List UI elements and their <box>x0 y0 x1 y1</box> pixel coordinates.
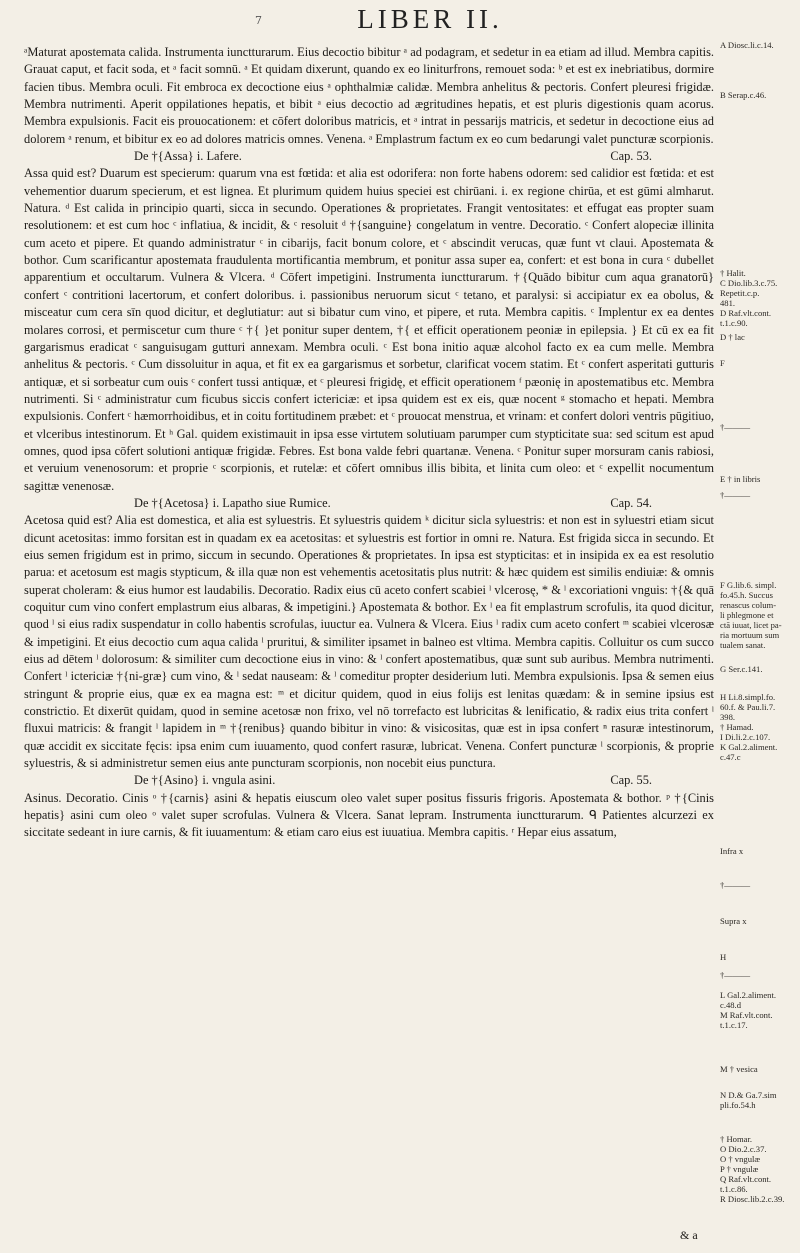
margin-note-line: t.1.c.86. <box>720 1184 748 1194</box>
margin-note-line: †——— <box>720 422 751 432</box>
margin-note-line: I Di.li.2.c.107. <box>720 732 771 742</box>
margin-note-line: 60.f. & Pau.li.7. <box>720 702 776 712</box>
margin-note-line: A Diosc.li.c.14. <box>720 40 774 50</box>
margin-note-line: M † vesica <box>720 1064 758 1074</box>
margin-note-line: H Li.8.simpl.fo. <box>720 692 776 702</box>
margin-note-line: † Homar. <box>720 1134 752 1144</box>
margin-note-line: K Gal.2.aliment. <box>720 742 778 752</box>
margin-note-line: P † vngulæ <box>720 1164 759 1174</box>
paragraph-assa: Assa quid est? Duarum est specierum: quarum vna est fœtida: et alia est odorifera: non forte habens odorem: sed calidior est fœtida: et est vehementior duarum specierum, et est lignea. Et plurimum quidem huius speciei est chirūani. i. ex regione chirūa, et est gūmi almharut. Natura. ᵈ Est calida in principio quarti, sicca in secundo. Operationes & proprietates. Frangit ventositates: et effugat eas propter suam resolutionem: et est cum hoc ᶜ inflatiua, & incidit, & ᶜ resoluit ᵈ †{sanguine} congelatum in ventre. Decoratio. ᶜ Confert alopeciæ illinita cum aceto et pipere. Et quando administratur ᶜ in cibarijs, facit bonum colore, et ᶜ abscindit verucas, quæ funt vt claui. Apostemata & bothor. Cum scarificantur apostemata fraudulenta mortificantia membrum, et ponitur assa super ea, confert: et est bona in cura ᶜ dubellet apparentium et occultarum. Vulnera & Vlcera. ᵈ Cōfert impetigini. Instrumenta iunctturarum. †{Quādo bibitur cum aqua granatorū} confert ᶜ contritioni lacertorum, et confert doloribus. i. passionibus neruorum sicut ᶜ tetano, et paralysi: si accipiatur ex ea obolus, & misceatur cum cera sīn quod dicitur, et deglutiatur: aut si bibatur cum vino, et pipere, et ruta. Membra capitis. ᶜ Implentur ex ea dentes molares corrosi, et permiscetur cum thure ᶜ †{ }et ponitur super dentem, †{ et efficit operationem peoniæ in epilepsia. } Et cū ex ea fit gargarismus eradicat ᶜ sanguisugam gutturi annexam. Membra oculi. ᶜ Est bona initio aquæ alcohol facto ex ea cum melle. Membra anhelitus & pectoris. ᶜ Cum dissoluitur in aqua, et fit ex ea gargarismus et sorbetur, clarificat vocem statim. Et ᶜ confert asperitati gutturis antiquæ, et si sorbeatur cum ouis ᶜ confert tussi antiquæ, et ᶜ pleuresi frigidę, et efficit operationem ᶠ pæonię in apostematibus etc. Membra nutrimenti. Si ᶜ administratur cum ficubus siccis confert ictericiæ: et ipsa quidem est ex eis, quæ nocent ᵍ stomacho et hepati. Membra expulsionis. Confert ᶜ hæmorrhoidibus, et in coitu fortitudinem præbet: et ᶜ prouocat menstrua, et vrinam: et confert dolori ventris pūgitiuo, et vlceribus intestinorum. Et ʰ Gal. quidem existimauit in ipsa esse virtutem solutiuam parumper cum stypticitate sua: sed scitum est apud omnes, quod ipsa cōfert solutioni antiquæ frigidæ. Febres. Est bona valde febri quartanæ. Venena. ᶜ Ponitur super morsuram canis rabiosi, et veruium venenosorum: et proprie ᶜ scorpionis, et rutelæ: et cōfert omnibus illis bibita, et linita cum oleo: et ᶜ expellit nocumentum sagittæ venenosæ. <box>24 166 714 493</box>
margin-note-line: c.47.c <box>720 752 741 762</box>
margin-note <box>720 880 800 890</box>
margin-note <box>720 692 800 762</box>
margin-note-line: O † vngulæ <box>720 1154 761 1164</box>
margin-note <box>720 846 800 856</box>
paragraph-intro: ᵃMaturat apostemata calida. Instrumenta iunctturarum. Eius decoctio bibitur ᵃ ad podagram, et sedetur in ea etiam ad illud. Membra capitis. Grauat caput, et facit soda, et ᵃ facit somnū. ᵃ Et quidam dixerunt, quando ex eo liniturfrons, remouet soda: ᵇ et est ex inebriatibus, dormire facien tibus. Membra oculi. Fit embroca ex decoctione eius ᵃ ophthalmiæ calidæ. Membra anhelitus & pectoris. Confert pleuresi frigidæ. Membra nutrimenti. Aperit oppilationes hepatis, et bibit ᵃ eius decoctio ad ægritudines hepatis, et est pluris digestionis quam acorus. Membra expulsionis. Facit eis prouocationem: et cōfert doloribus matricis, et ᵃ intrat in pessarijs matricis, et sedetur in decoctione eius ad dolorem ᵃ renum, et bibitur ex eo ad dolores matricis omnes. Venena. ᵃ Emplastrum factum ex eo cum bedarungi valet puncturæ scorpionis. <box>24 45 714 146</box>
margin-note <box>720 1090 800 1110</box>
margin-note-line: t.1.c.90. <box>720 318 748 328</box>
margin-note <box>720 358 800 368</box>
chapter-number: Cap. 54. <box>610 495 652 510</box>
margin-note-line: ctā iuuat, licet pa- <box>720 620 782 630</box>
margin-note-line: O Dio.2.c.37. <box>720 1144 767 1154</box>
chapter-heading-54 <box>24 495 714 512</box>
margin-note-line: E † in libris <box>720 474 761 484</box>
chapter-heading-55 <box>24 772 714 789</box>
margin-note-line: M Raf.vlt.cont. <box>720 1010 773 1020</box>
margin-note-line: 481. <box>720 298 736 308</box>
margin-note-line: †——— <box>720 490 751 500</box>
margin-note <box>720 490 800 500</box>
margin-note-line: R Diosc.lib.2.c.39. <box>720 1194 785 1204</box>
margin-note <box>720 952 800 962</box>
paragraph-asinus: Asinus. Decoratio. Cinis ᵒ †{carnis} asini & hepatis eiuscum oleo valet super positus fissuris frigoris. Apostemata & bothor. ᵖ †{Cinis hepatis} asini cum oleo ᵒ valet super scrofulas. Vulnera & Vlcera. Sanat lepram. Instrumenta iunctturarum. ᑫ Patientes alcurzezi ex siccitate sedeant in iure carnis, & fit iuuamentum: & etiam caro eius est iuuatiua. Membra capitis. ʳ Hepar eius assatum, <box>24 790 714 840</box>
paragraph-acetosa: Acetosa quid est? Alia est domestica, et alia est syluestris. Et syluestris quidem ᵏ dicitur sicla syluestris: et non est in syluestri etiam sicut dicunt acetositas: immo forsitan est in quadam ex ea acetositas: et syluestris est fortior in omni re. Natura. Est frigida sicca in secundo. Et eius semen frigidum est in primo, siccum in secundo. Operationes & proprietates. In ipsa est stypticitas: et in insipida ex ea est resolutio parua: et acetosum est magis stypticum, & illa quæ non est vehementis acetositatis plus nutrit: & hæc quidem est similis endiuiæ: & omnis superat choleram: & eius humor est laudabilis. Decoratio. Radix eius cū aceto confert scabiei ˡ vlcerosę, * & ˡ excoriationi vnguis: †{& quā coquitur cum vino confert emplastrum eius albaras, & impetigini.} Apostemata & bothor. Ex ˡ ea fit emplastrum scrofulis, ita quod dicitur, quod ˡ si eius radix suspendatur in collo habentis scrofulas, iuuctur ea. Vulnera & Vlcera. Eius ˡ radix cum aceto confert ᵐ scabiei vlcerosæ & impetigini. Et eius decoctio cum aqua calida ˡ pruritui, & similiter ipsamet in balneo est vltima. Membra capitis. Colluitur os cum succo eius ad dētem ˡ dolorosum: & similiter cum decoctione eius in vino: & ˡ confert apostematibus, quæ sunt sub auribus. Membra nutrimenti. Confert ˡ ictericiæ †{ni-græ} cum vino, & ˡ sedat nauseam: & ˡ comeditur propter desiderium luti. Membra expulsionis. Ipsa & semen eius stringunt & proprie eius, quæ ex ea magna est: ᵐ et dicitur quidem, quod in eius folijs est lenitas quædam: & in semine ipsius est constrictio. Et dixerūt quidam, quod in semine acetosæ non frixo, vel nō torrefacto est lubricitas & lenificatio, & radix eius trita confert ˡ fluxui matricis: & frangit ˡ lapidem in ᵐ †{renibus} quando bibitur in vino: & visicositas, quæ est in ipsa confert ⁿ rasuræ intestinorum, quæ accidit ex siccitate fęcis: ipsa enim cum iuuamento, quod confert rasuræ, lubricat. Venena. Confert puncturæ ˡ scorpionis, & proprie syluestris, & si administretur semen eius ante puncturam scorpionis, non nocebit eius punctura. <box>24 513 714 771</box>
margin-note-line: L Gal.2.aliment. <box>720 990 777 1000</box>
margin-note <box>720 1064 800 1074</box>
margin-note-line: N D.& Ga.7.sim <box>720 1090 777 1100</box>
margin-note-line: F G.lib.6. simpl. <box>720 580 777 590</box>
margin-note <box>720 268 800 328</box>
chapter-title: De †{Assa} i. Lafere. <box>134 149 242 164</box>
margin-note-line: G Ser.c.141. <box>720 664 763 674</box>
chapter-number: Cap. 53. <box>610 149 652 164</box>
chapter-number: Cap. 55. <box>610 773 652 788</box>
margin-note <box>720 90 800 100</box>
margin-note-line: Supra x <box>720 916 747 926</box>
running-header: LIBER II. <box>357 4 503 34</box>
margin-note-line: Q Raf.vlt.cont. <box>720 1174 772 1184</box>
main-text-column <box>24 44 714 1244</box>
margin-note-line: renascus colum- <box>720 600 777 610</box>
margin-note-line: †——— <box>720 880 751 890</box>
margin-note-line: †——— <box>720 970 751 980</box>
margin-note-line: Infra x <box>720 846 744 856</box>
margin-note-line: li phlegmone et <box>720 610 774 620</box>
margin-note-line: fo.45.h. Succus <box>720 590 773 600</box>
margin-note-line: t.1.c.17. <box>720 1020 748 1030</box>
margin-note-line: pli.fo.54.h <box>720 1100 756 1110</box>
margin-note-line: F <box>720 358 725 368</box>
catchword: & a <box>680 1228 698 1242</box>
chapter-title: De †{Asino} i. vngula asini. <box>134 773 276 788</box>
margin-note-line: D † lac <box>720 332 745 342</box>
margin-note <box>720 664 800 674</box>
margin-note-line: † Halit. <box>720 268 746 278</box>
margin-note-line: ria mortuum sum <box>720 630 780 640</box>
folio-mark: 7 <box>255 14 262 27</box>
margin-note <box>720 990 800 1030</box>
margin-note-line: D Raf.vlt.cont. <box>720 308 772 318</box>
margin-note-line: c.48.d <box>720 1000 742 1010</box>
margin-note-line: H <box>720 952 727 962</box>
margin-note <box>720 332 800 342</box>
chapter-heading-53 <box>24 148 714 165</box>
margin-note <box>720 970 800 980</box>
margin-note <box>720 474 800 484</box>
margin-note <box>720 1134 800 1204</box>
margin-note <box>720 580 800 650</box>
margin-note-line: 398. <box>720 712 736 722</box>
margin-note <box>720 916 800 926</box>
margin-note-line: B Serap.c.46. <box>720 90 767 100</box>
chapter-title: De †{Acetosa} i. Lapatho siue Rumice. <box>134 495 331 510</box>
margin-note-line: C Dio.lib.3.c.75. <box>720 278 778 288</box>
margin-note-line: Repetit.c.p. <box>720 288 760 298</box>
margin-note-line: † Hamad. <box>720 722 754 732</box>
margin-note <box>720 40 800 50</box>
margin-note-line: tualem sanat. <box>720 640 766 650</box>
marginal-notes-column <box>720 40 800 1240</box>
margin-note <box>720 422 800 432</box>
